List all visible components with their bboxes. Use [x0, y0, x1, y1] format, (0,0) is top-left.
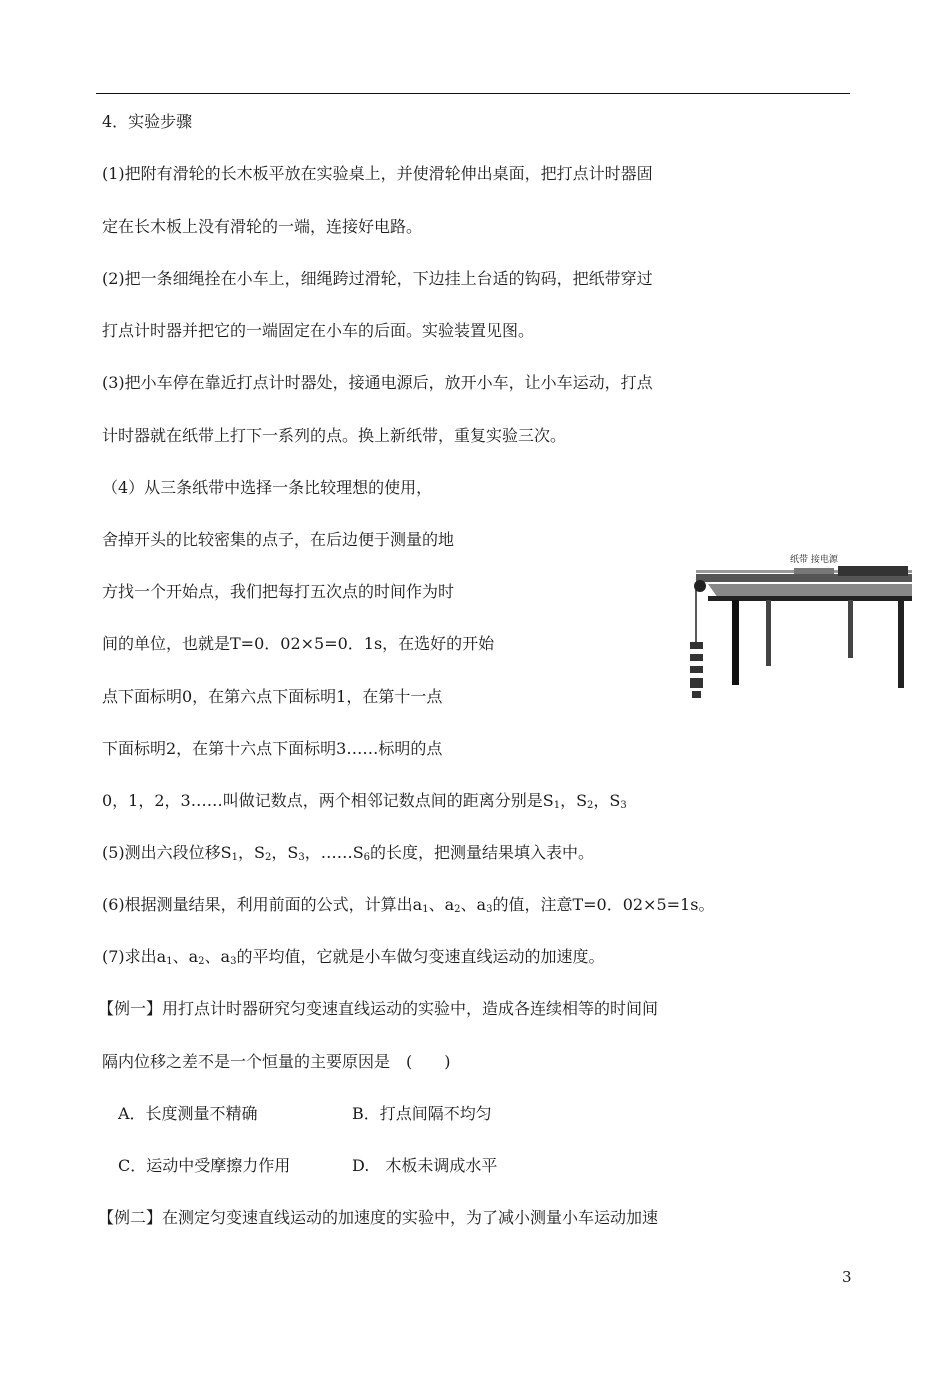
step1-line-a: (1)把附有滑轮的长木板平放在实验桌上，并使滑轮伸出桌面，把打点计时器固	[102, 164, 653, 183]
step3-line-b: 计时器就在纸带上打下一系列的点。换上新纸带，重复实验三次。	[102, 426, 567, 445]
example1-line-a: 【例一】用打点计时器研究匀变速直线运动的实验中，造成各连续相等的时间间	[98, 999, 659, 1018]
step4-line: （4）从三条纸带中选择一条比较理想的使用，	[102, 478, 433, 497]
step4-line: 点下面标明0，在第六点下面标明1，在第十一点	[102, 687, 443, 706]
step4-line: 方找一个开始点，我们把每打五次点的时间作为时	[102, 582, 455, 601]
option-c: C．运动中受摩擦力作用	[118, 1156, 291, 1175]
step4-line: 间的单位，也就是T=0．02×5=0．1s，在选好的开始	[102, 634, 495, 653]
step1-line-b: 定在长木板上没有滑轮的一端，连接好电路。	[102, 217, 423, 236]
step2-line-b: 打点计时器并把它的一端固定在小车的后面。实验装置见图。	[102, 321, 535, 340]
step5-line: (5)测出六段位移$S_1$，$S_2$，$S_3$，$\dots\dots S_6$的长度，把测量结果填入表中。	[102, 843, 595, 863]
step4-line: 下面标明2，在第十六点下面标明3……标明的点	[102, 739, 443, 758]
figure-label: 纸带 接电源	[790, 555, 838, 565]
option-b: B．打点间隔不均匀	[352, 1104, 492, 1123]
example2-line: 【例二】在测定匀变速直线运动的加速度的实验中，为了减小测量小车运动加速	[98, 1208, 659, 1227]
step6-line: (6)根据测量结果，利用前面的公式，计算出$a_1$、$a_2$、$a_3$的值，注意T=0．02×5=1s。	[102, 895, 715, 915]
step4-line: 舍掉开头的比较密集的点子，在后边便于测量的地	[102, 530, 455, 549]
option-d: D. 木板未调成水平	[352, 1156, 498, 1175]
example1-line-b: 隔内位移之差不是一个恒量的主要原因是 ( )	[102, 1052, 451, 1071]
apparatus-figure	[688, 550, 916, 705]
step3-line-a: (3)把小车停在靠近打点计时器处，接通电源后，放开小车，让小车运动，打点	[102, 373, 653, 392]
header-rule	[96, 93, 850, 94]
step4-last-line: 0，1，2，3……叫做记数点，两个相邻记数点间的距离分别是$S_1$，$S_2$，$S_3$	[102, 791, 627, 811]
option-a: A．长度测量不精确	[118, 1104, 258, 1123]
step2-line-a: (2)把一条细绳拴在小车上，细绳跨过滑轮，下边挂上台适的钩码，把纸带穿过	[102, 269, 653, 288]
step7-line: (7)求出$a_1$、$a_2$、$a_3$的平均值，它就是小车做匀变速直线运动的加速度。	[102, 947, 605, 967]
page-number: 3	[842, 1268, 852, 1286]
step-heading: 4．实验步骤	[102, 112, 193, 131]
